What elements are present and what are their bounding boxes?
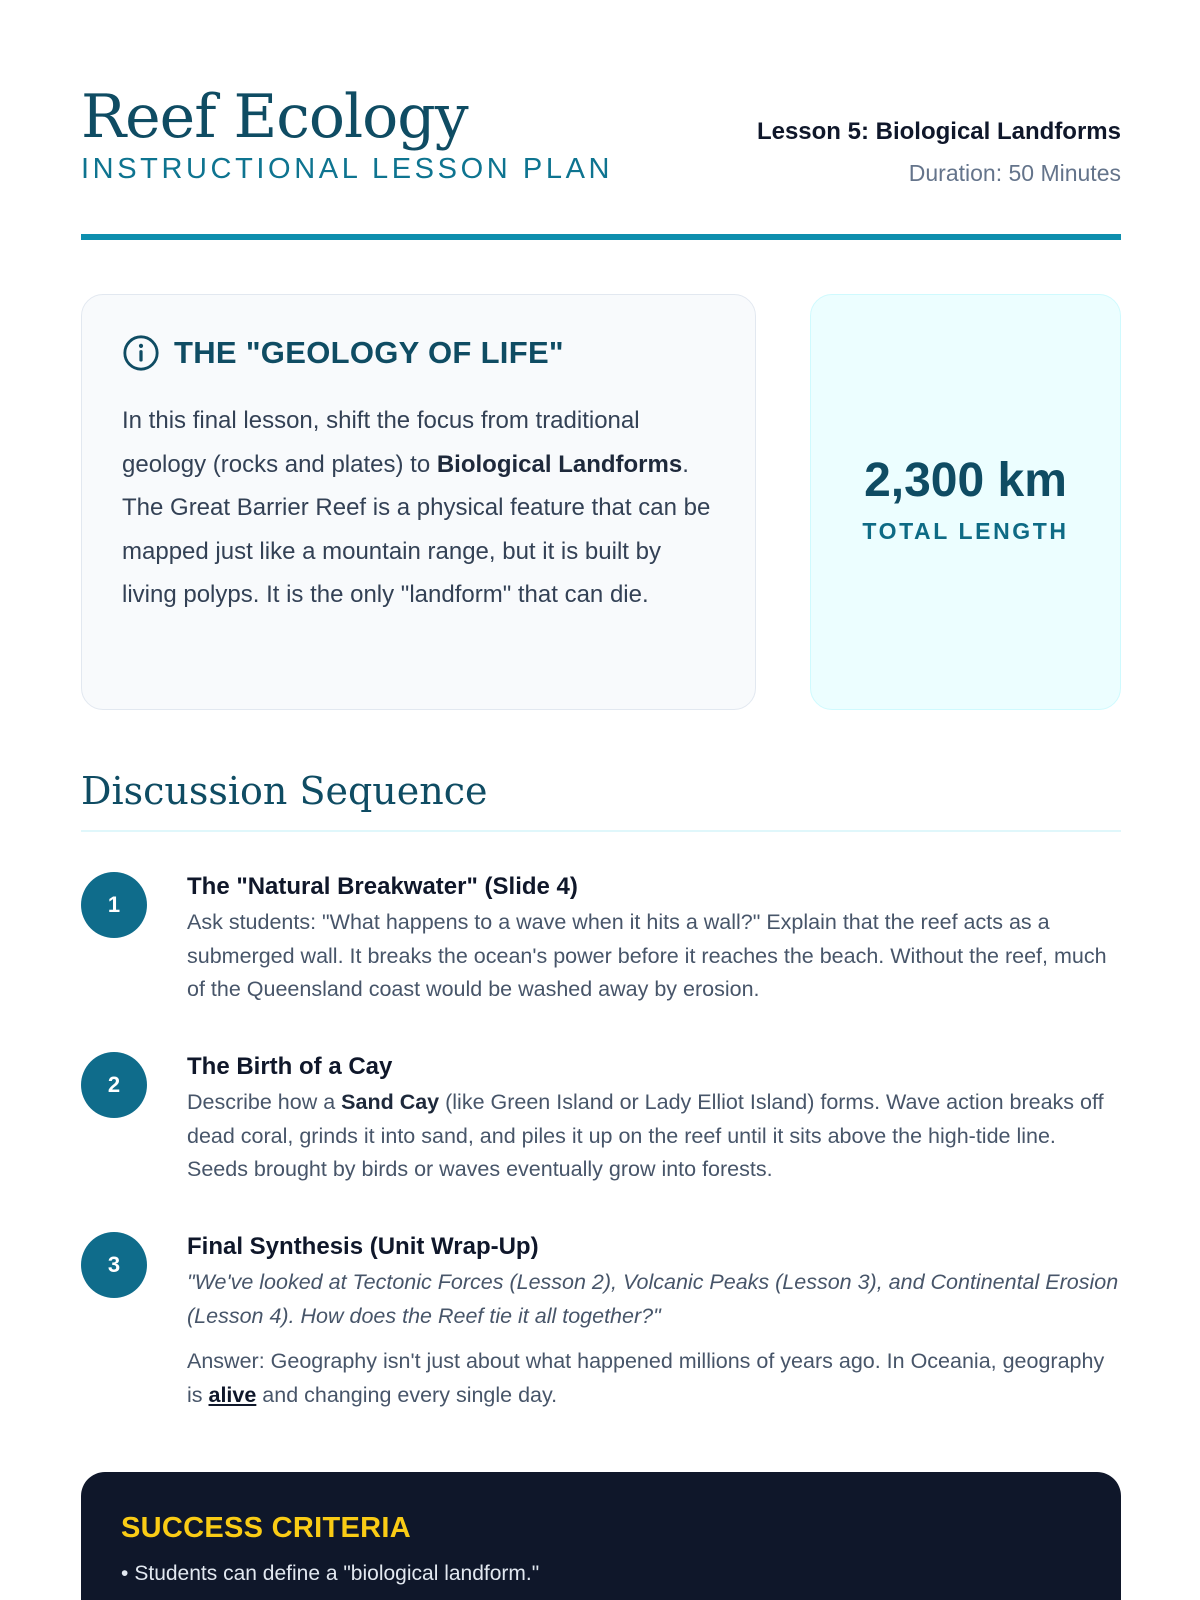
step-answer: [187, 1345, 1121, 1412]
step-title: The Birth of a Cay: [187, 1053, 393, 1080]
step-text-end: (like Green Island or Lady Elliot Island) forms. Wave action breaks off dead coral, grinds it into sand, and piles it up on the reef until it sits above the high-tide line. Seeds brought by birds or waves eventually grow into forests.: [187, 1090, 1104, 1181]
step-bold-term: Sand Cay: [341, 1090, 440, 1114]
step-number-badge: 2: [81, 1052, 147, 1118]
intro-header: [122, 333, 715, 373]
header: [81, 0, 1121, 242]
intro-card: [81, 294, 756, 710]
stat-value: 2,300 km: [864, 454, 1067, 507]
info-icon: [122, 334, 160, 372]
step-quote: "We've looked at Tectonic Forces (Lesson 2), Volcanic Peaks (Lesson 3), and Continental Erosion (Lesson 4). How does the Reef tie it all together?": [187, 1270, 1119, 1328]
step-title: The "Natural Breakwater" (Slide 4): [187, 873, 578, 900]
lesson-name: Lesson 5: Biological Landforms: [756, 118, 1121, 145]
criteria-item: • Students can define a "biological landform.": [121, 1558, 1081, 1590]
intro-text-start: In this final lesson, shift the focus from traditional geology (rocks and plates) to: [122, 407, 640, 478]
step-title: Final Synthesis (Unit Wrap-Up): [187, 1233, 539, 1260]
step-text: [187, 1086, 1121, 1187]
intro-title: THE "GEOLOGY OF LIFE": [174, 335, 564, 370]
step-text: Ask students: "What happens to a wave when it hits a wall?" Explain that the reef acts as a submerged wall. It breaks the ocean's power before it reaches the beach. Without the reef, much of the Queensland coast would be washed away by erosion.: [187, 910, 1107, 1001]
answer-text-start: Answer: Geography isn't just about what happened millions of years ago. In Oceania, geography is: [187, 1349, 1105, 1407]
criteria-title: SUCCESS CRITERIA: [121, 1512, 411, 1544]
step-number-badge: 1: [81, 872, 147, 938]
intro-text-end: . The Great Barrier Reef is a physical feature that can be mapped just like a mountain range, but it is built by living polyps. It is the only "landform" that can die.: [122, 450, 711, 608]
step-body: [187, 1052, 1121, 1187]
step-body: [187, 872, 1121, 1007]
step-text-start: Describe how a: [187, 1090, 342, 1114]
lesson-duration: Duration: 50 Minutes: [908, 160, 1121, 186]
header-divider: [81, 234, 1121, 240]
success-criteria-panel: [81, 1472, 1121, 1600]
answer-emphasis: alive: [208, 1382, 257, 1407]
step-number-badge: 3: [81, 1232, 147, 1298]
section-divider: [81, 830, 1121, 832]
page-title: Reef Ecology: [81, 82, 468, 152]
step-body: [187, 1232, 1121, 1412]
intro-bold-term: Biological Landforms: [436, 450, 683, 478]
lesson-plan-page: [81, 0, 1121, 1585]
stat-label: TOTAL LENGTH: [862, 518, 1069, 544]
answer-text-end: and changing every single day.: [256, 1382, 558, 1407]
criteria-list: [121, 1558, 1081, 1590]
stat-card: [810, 294, 1121, 710]
section-title: Discussion Sequence: [81, 769, 488, 813]
intro-body: [122, 399, 715, 617]
page-subtitle: INSTRUCTIONAL LESSON PLAN: [81, 153, 614, 185]
